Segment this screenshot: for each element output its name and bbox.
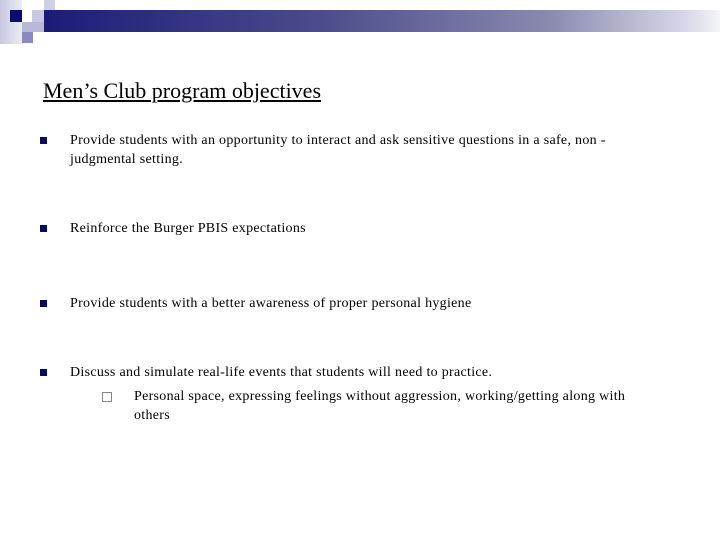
sub-bullet-item — [40, 383, 640, 425]
square-bullet-icon — [40, 137, 47, 144]
bullet-item — [40, 219, 660, 238]
title-banner — [44, 10, 720, 32]
hollow-square-bullet-icon — [102, 392, 112, 402]
square-deco — [22, 22, 44, 32]
square-bullet-icon — [40, 225, 47, 232]
bullet-text: Reinforce the Burger PBIS expectations — [70, 221, 306, 236]
square-deco — [44, 0, 55, 10]
square-deco — [32, 10, 44, 22]
bullet-text: Discuss and simulate real-life events that students will need to practice. — [70, 365, 493, 380]
bullet-item — [40, 294, 660, 313]
square-deco — [0, 0, 22, 44]
bullet-text: Provide students with a better awareness of proper personal hygiene — [70, 296, 472, 311]
bullet-item — [40, 363, 660, 382]
slide-title: Men’s Club program objectives — [43, 78, 322, 103]
square-bullet-icon — [40, 369, 47, 376]
bullet-item — [40, 131, 660, 169]
sub-bullet-text: Personal space, expressing feelings without aggression, working/getting along with others — [134, 389, 626, 423]
square-bullet-icon — [40, 300, 47, 307]
square-deco — [10, 10, 22, 22]
square-deco — [22, 32, 33, 43]
bullet-text: Provide students with an opportunity to interact and ask sensitive questions in a safe, non -judgmental setting. — [70, 133, 606, 167]
